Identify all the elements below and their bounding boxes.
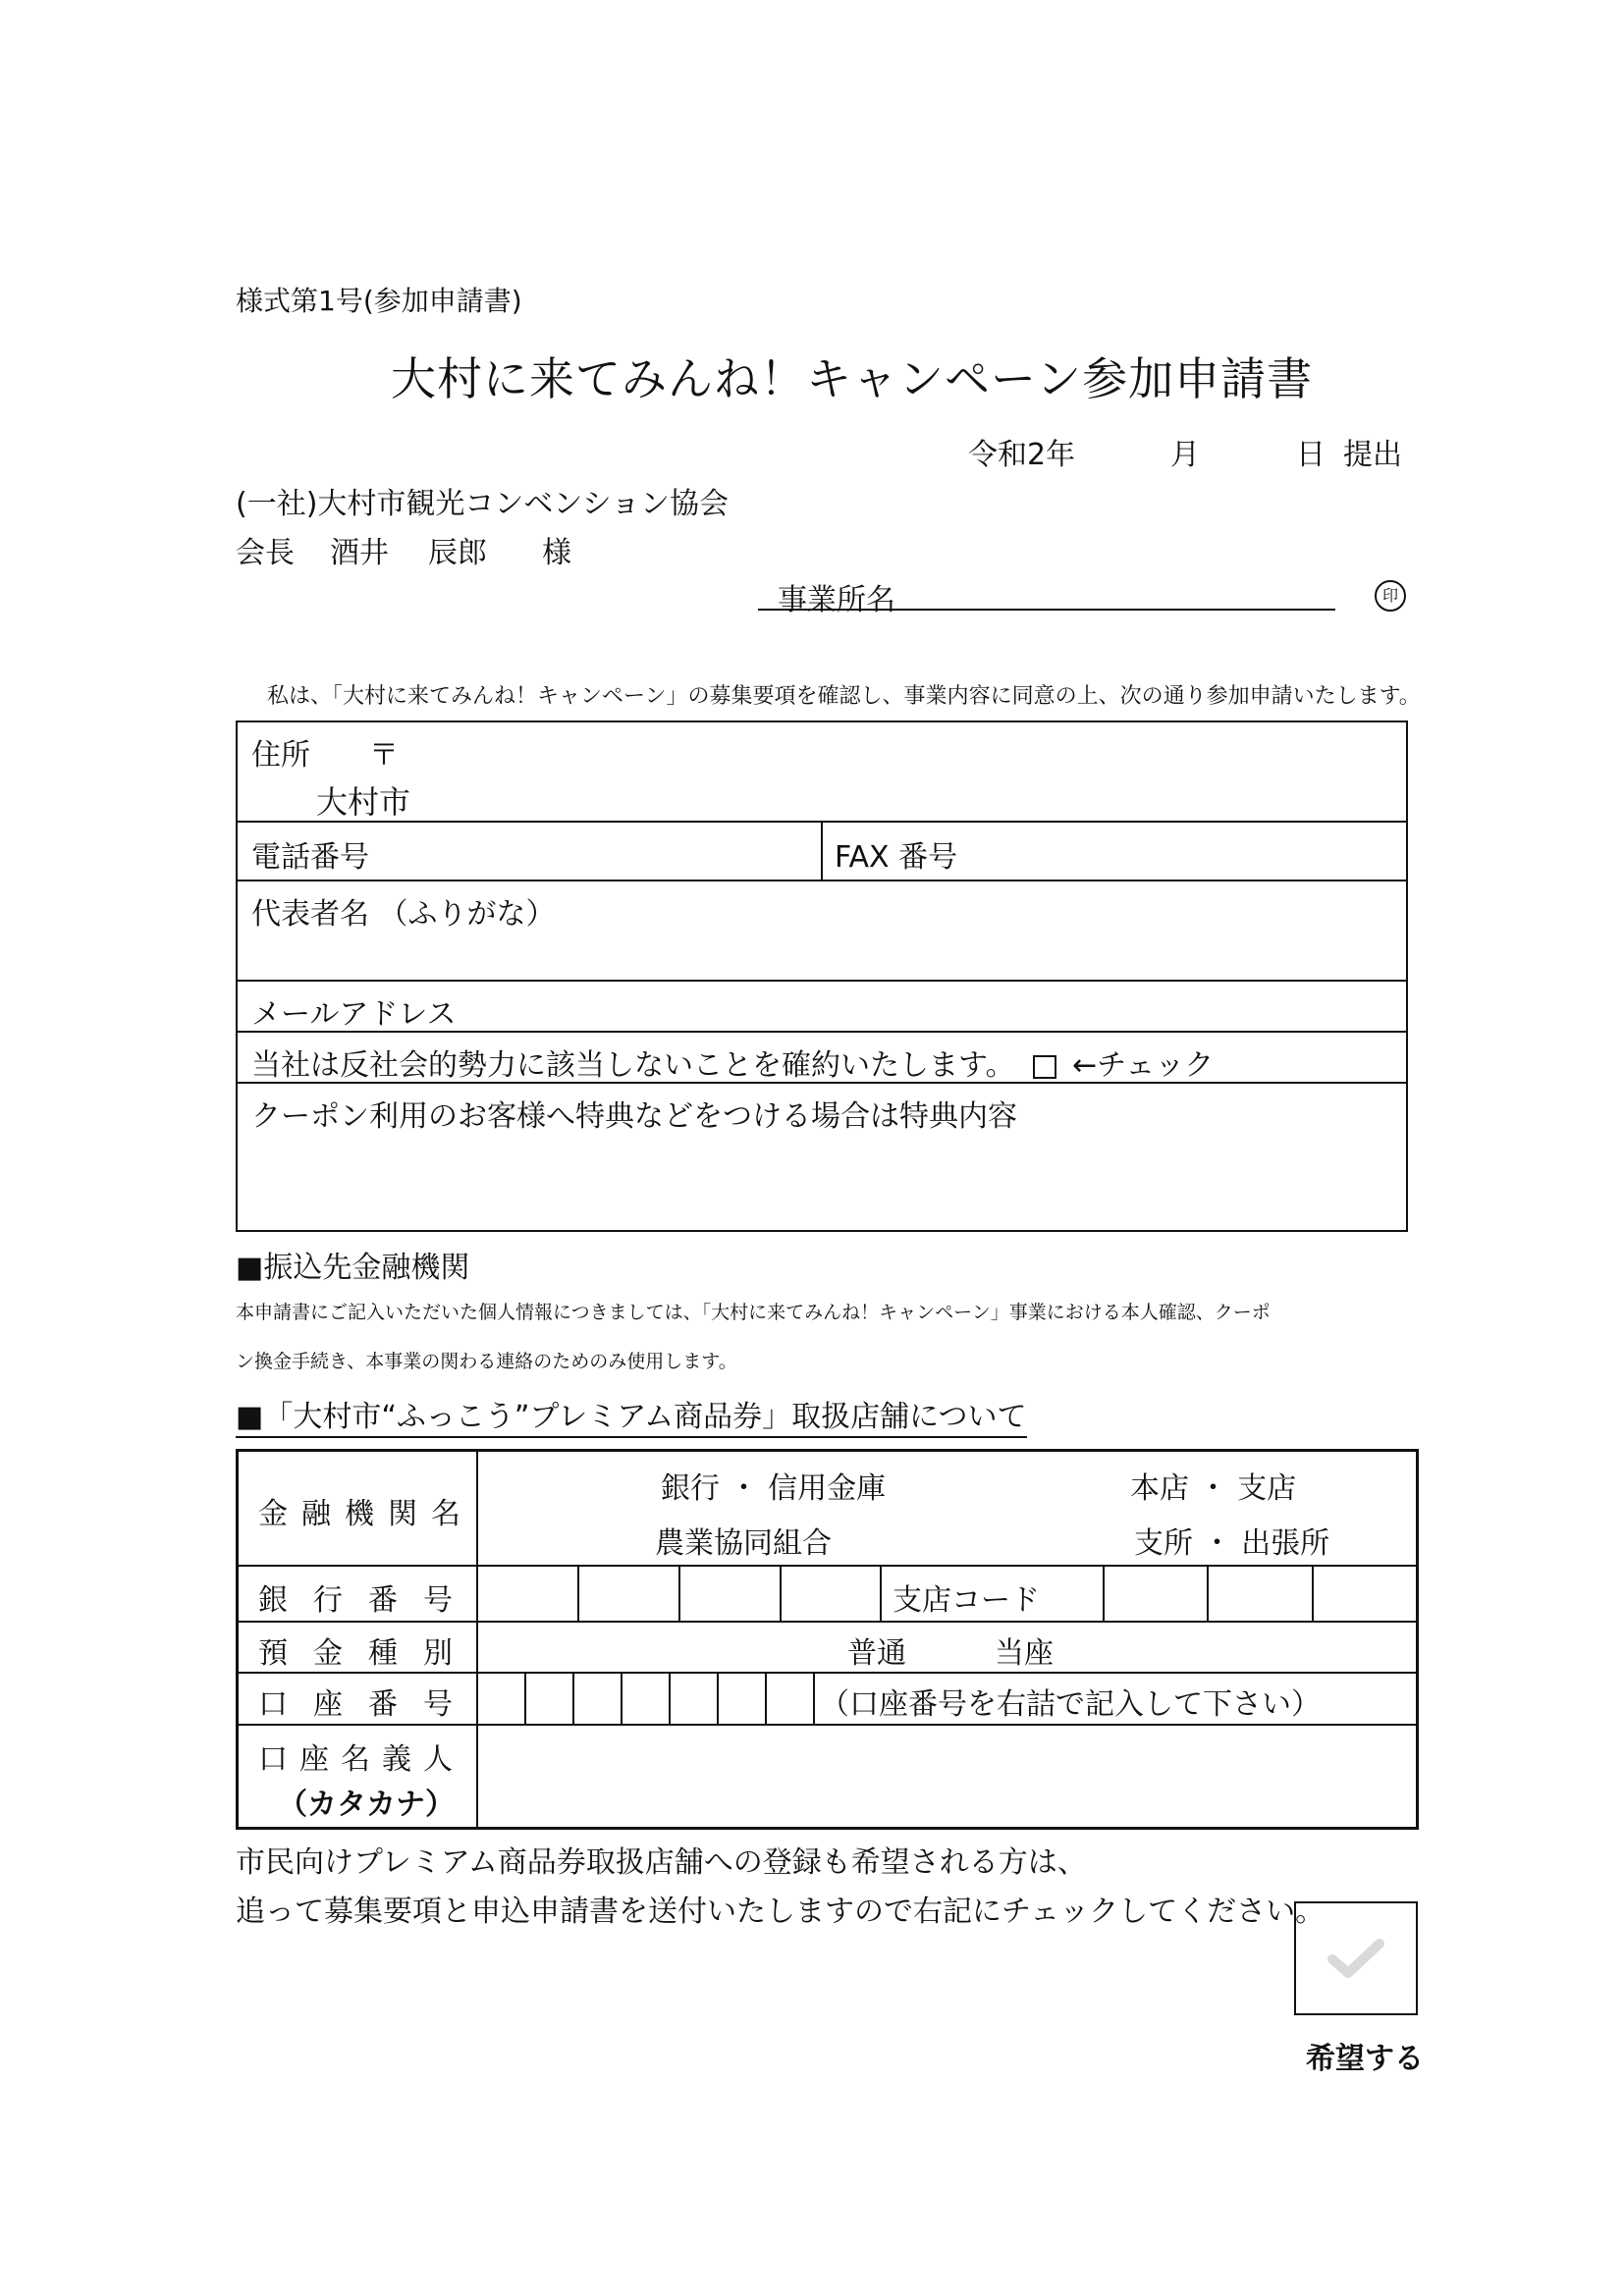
- digit-divider: [572, 1672, 574, 1724]
- phone-label: 電話番号: [251, 840, 369, 875]
- digit-divider: [1312, 1565, 1314, 1621]
- bank-row-divider: [239, 1672, 1416, 1674]
- deposit-type-label: 預金種別: [258, 1636, 478, 1671]
- digit-divider: [765, 1672, 767, 1724]
- recipient-role: 会長: [236, 536, 295, 570]
- representative-label: 代表者名 （ふりがな）: [251, 897, 556, 932]
- form-row-divider: [238, 880, 1406, 881]
- bank-row-divider: [239, 1621, 1416, 1623]
- date-day: 日: [1296, 438, 1326, 472]
- date-era-year: 令和2年: [968, 438, 1076, 472]
- address-label: 住所: [251, 738, 310, 773]
- checkbox-icon[interactable]: [1033, 1055, 1056, 1079]
- postal-mark: 〒: [369, 738, 399, 773]
- privacy-notice-line1: 本申請書にご記入いただいた個人情報につきましては、「大村に来てみんね！キャンペーン」事業における本人確認、クーポ: [236, 1302, 1271, 1323]
- digit-divider: [669, 1672, 671, 1724]
- recipient-org: (一社)大村市観光コンベンション協会: [236, 487, 730, 521]
- recipient-surname: 酒井: [330, 536, 389, 570]
- branch-code-label: 支店コード: [893, 1583, 1040, 1618]
- bank-row-divider: [239, 1565, 1416, 1567]
- pledge-checkbox-group: [1033, 1041, 1214, 1084]
- digit-divider: [621, 1672, 623, 1724]
- benefit-label: クーポン利用のお客様へ特典などをつける場合は特典内容: [251, 1099, 1017, 1134]
- branch-types-line2: 支所 ・ 出張所: [1134, 1526, 1330, 1561]
- deposit-types[interactable]: 普通 当座: [847, 1636, 1054, 1671]
- bank-types-line1: 銀行 ・ 信用金庫: [661, 1471, 887, 1506]
- account-number-note: （口座番号を右詰で記入して下さい）: [820, 1687, 1321, 1722]
- fax-label: FAX 番号: [835, 840, 958, 875]
- footer-line2: 追って募集要項と申込申請書を送付いたしますので右記にチェックしてください。: [236, 1895, 1326, 1929]
- form-col-divider: [821, 821, 823, 880]
- wish-label: 希望する: [1306, 2042, 1424, 2076]
- date-submit: 提出: [1343, 438, 1402, 472]
- digit-divider: [1207, 1565, 1209, 1621]
- account-holder-sub: （カタカナ）: [278, 1788, 455, 1822]
- privacy-notice-line2: ン換金手続き、本事業の関わる連絡のためのみ使用します。: [236, 1351, 737, 1372]
- digit-divider: [678, 1565, 680, 1621]
- bank-row-divider: [239, 1724, 1416, 1726]
- digit-divider: [524, 1672, 526, 1724]
- seal-mark: 印: [1375, 580, 1406, 612]
- checkmark-icon: [1326, 1936, 1385, 1981]
- recipient-given-name: 辰郎: [428, 536, 487, 570]
- recipient-honorific: 様: [542, 536, 571, 570]
- email-label: メールアドレス: [251, 997, 457, 1032]
- business-name-label: 事業所名: [778, 583, 895, 617]
- footer-line1: 市民向けプレミアム商品券取扱店舗への登録も希望される方は、: [236, 1845, 1087, 1880]
- form-row-divider: [238, 980, 1406, 982]
- digit-divider: [717, 1672, 719, 1724]
- account-number-label: 口座番号: [258, 1687, 478, 1722]
- shop-section-heading: ■「大村市“ふっこう”プレミアム商品券」取扱店舗について: [236, 1392, 1027, 1438]
- address-value: 大村市: [316, 783, 411, 821]
- branch-types-line1: 本店 ・ 支店: [1130, 1471, 1297, 1506]
- digit-divider: [813, 1672, 815, 1724]
- bank-table: [236, 1449, 1419, 1830]
- institution-label: 金融機関名: [258, 1497, 474, 1531]
- bank-types-line2: 農業協同組合: [655, 1526, 832, 1561]
- account-holder-label: 口座名義人: [258, 1742, 464, 1777]
- digit-divider: [1103, 1565, 1105, 1621]
- applicant-form: [236, 721, 1408, 1232]
- digit-divider: [577, 1565, 579, 1621]
- bank-section-heading: ■振込先金融機関: [236, 1251, 470, 1285]
- date-month: 月: [1170, 438, 1200, 472]
- bank-code-label: 銀行番号: [258, 1583, 478, 1618]
- statement: 私は、「大村に来てみんね！キャンペーン」の募集要項を確認し、事業内容に同意の上、次の通り参加申請いたします。: [267, 684, 1421, 709]
- pledge-text: 当社は反社会的勢力に該当しないことを確約いたします。: [251, 1048, 1015, 1083]
- page-title: 大村に来てみんね！キャンペーン参加申請書: [391, 352, 1314, 405]
- wish-checkbox[interactable]: [1294, 1901, 1418, 2015]
- form-number: 様式第1号(参加申請書): [236, 285, 522, 317]
- pledge-check-hint: ←チェック: [1072, 1048, 1215, 1083]
- digit-divider: [880, 1565, 882, 1621]
- digit-divider: [780, 1565, 782, 1621]
